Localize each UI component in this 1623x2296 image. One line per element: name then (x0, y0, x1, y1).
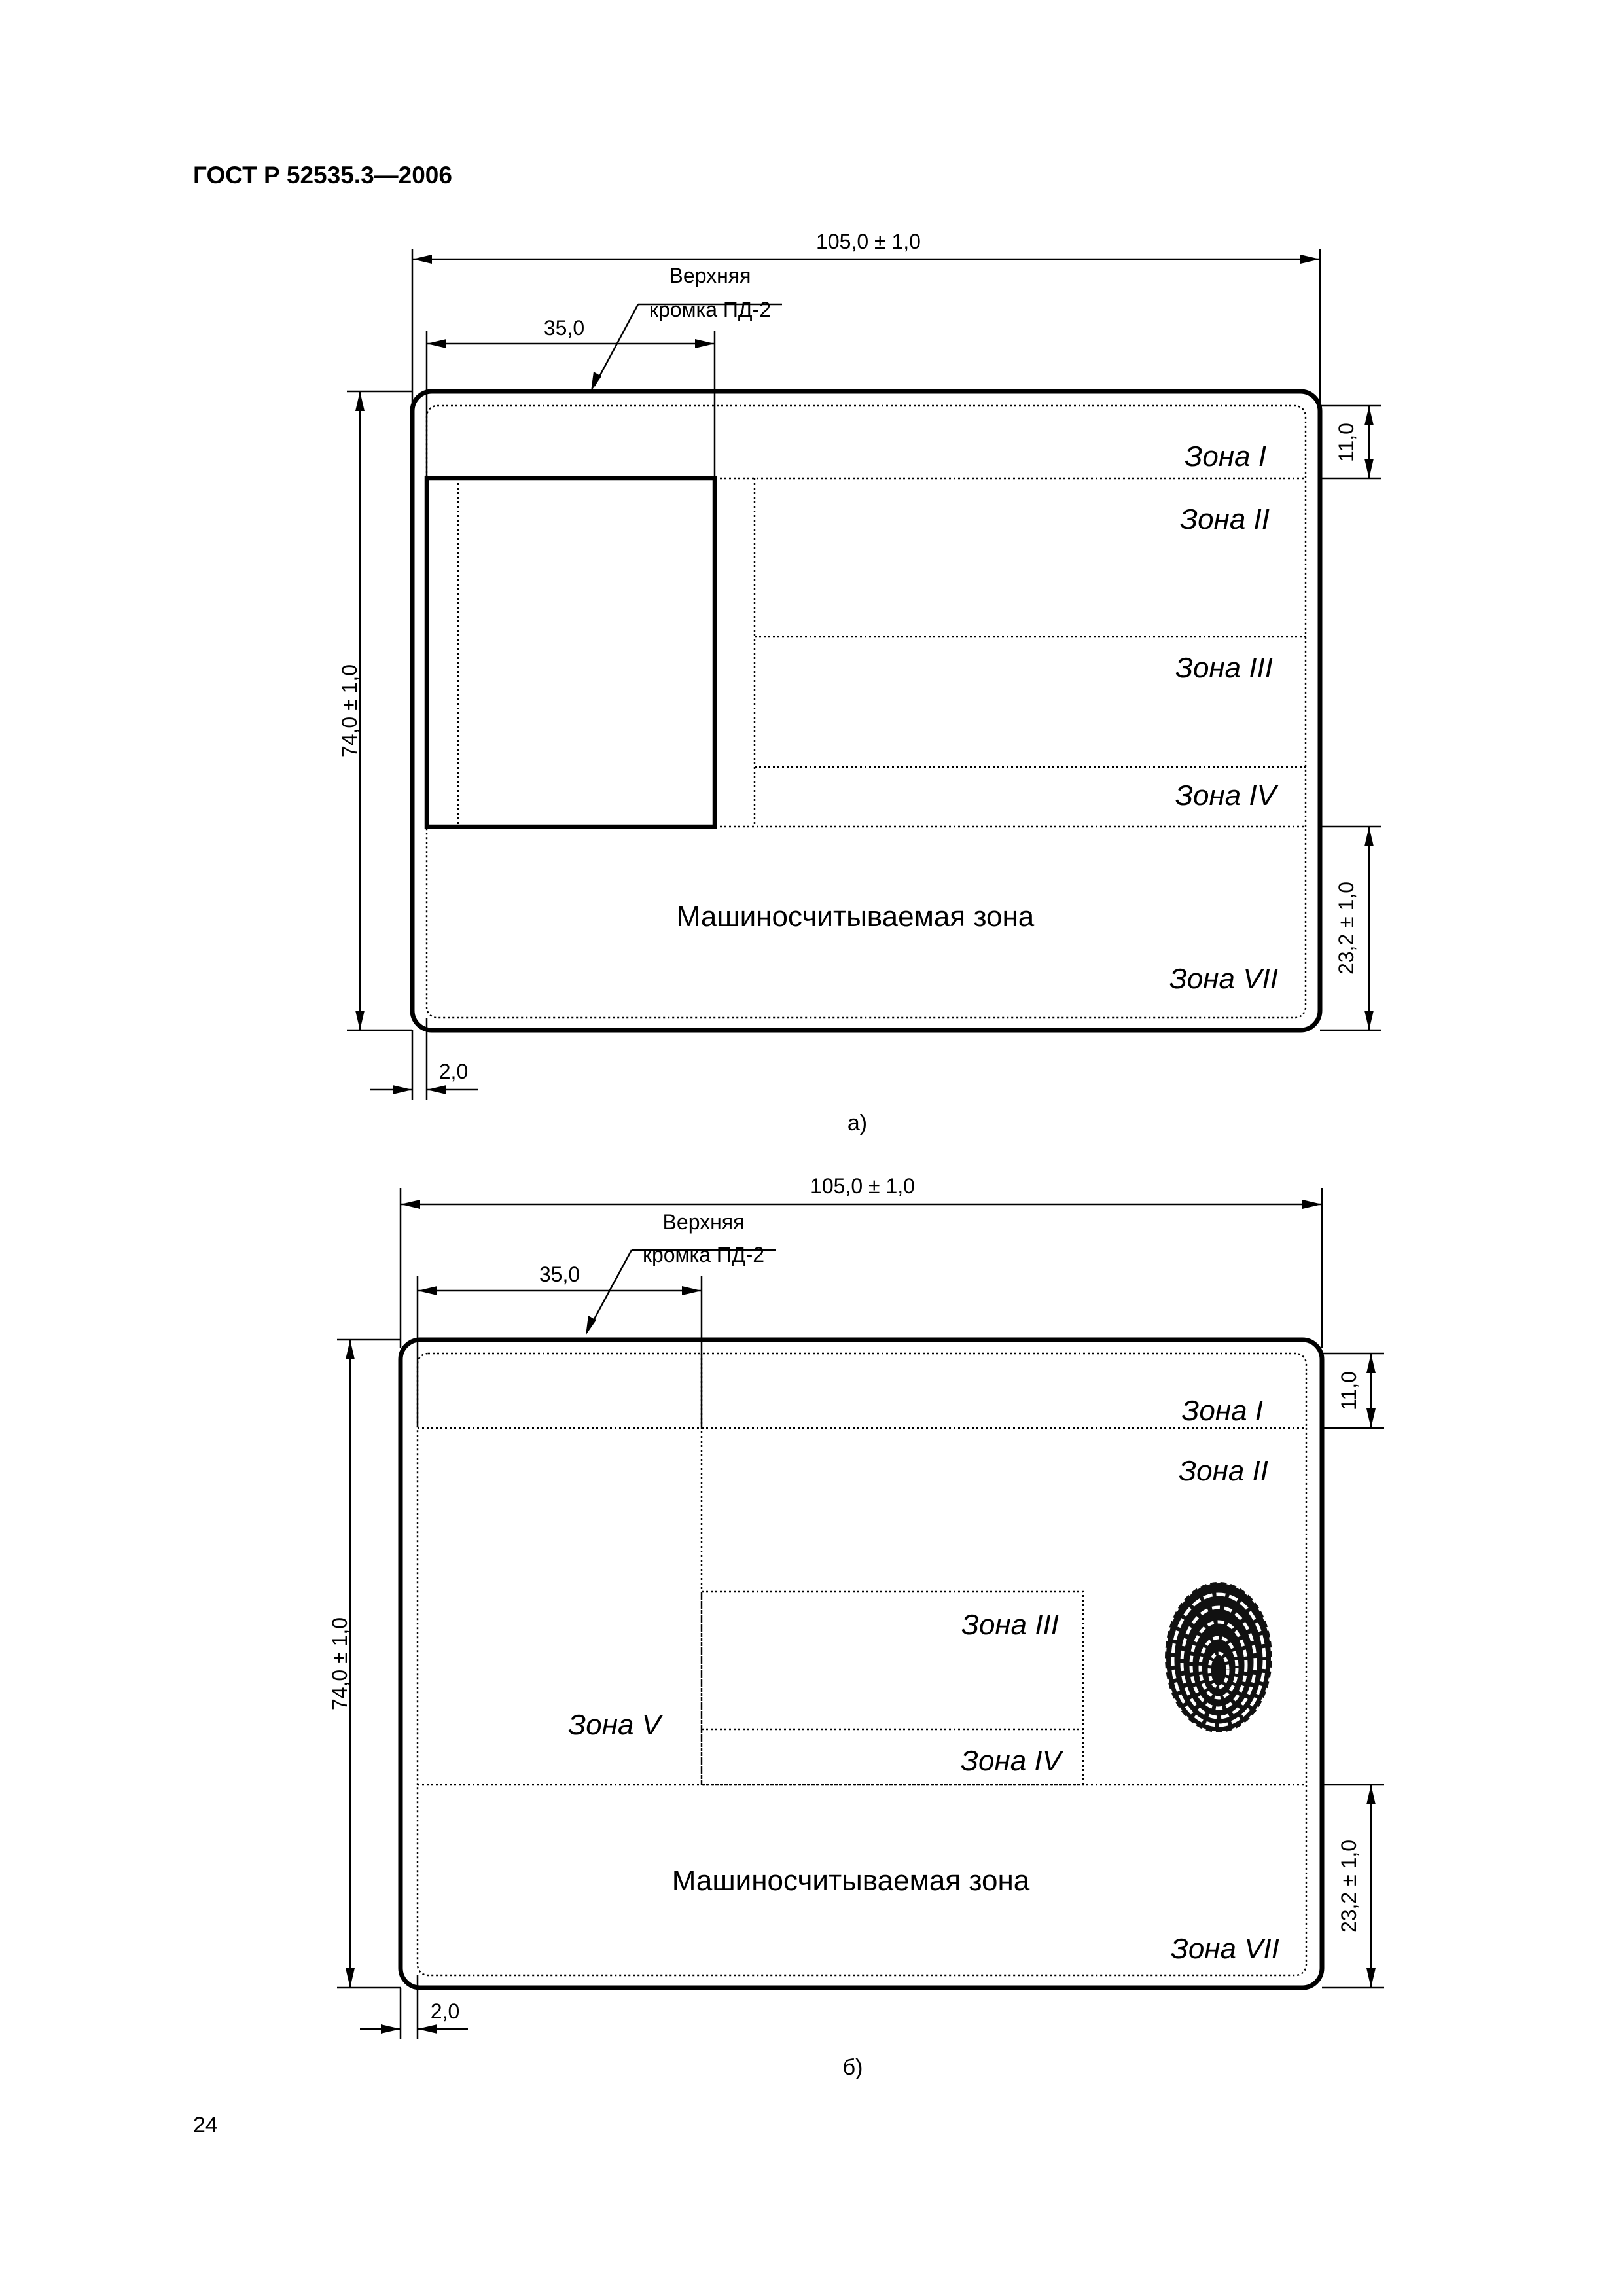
dim-mrz: 23,2 ± 1,0 (1334, 881, 1358, 975)
figure-b (0, 1152, 1623, 2081)
dim-photo: 35,0 (543, 316, 585, 340)
mrz-label: Машиносчитываемая зона (671, 1865, 1030, 1897)
dim-width: 105,0 ± 1,0 (816, 230, 921, 253)
edge-label-line2: кромка ПД-2 (642, 1243, 765, 1266)
zone-7-label: Зона VII (1169, 963, 1278, 995)
dim-photo: 35,0 (539, 1263, 580, 1286)
figure-b-drawing (0, 1152, 1623, 2081)
zone-3-label: Зона III (961, 1609, 1059, 1641)
zone-1-label: Зона I (1181, 1395, 1263, 1427)
zone-5-label: Зона V (568, 1709, 661, 1741)
dim-height: 74,0 ± 1,0 (338, 664, 361, 758)
page-number: 24 (193, 2113, 218, 2138)
dim-mrz: 23,2 ± 1,0 (1337, 1839, 1361, 1933)
dim-zone1: 11,0 (1337, 1371, 1361, 1410)
edge-label-line2: кромка ПД-2 (649, 298, 772, 321)
zone-2-label: Зона II (1180, 503, 1270, 535)
dim-margin: 2,0 (438, 1060, 469, 1083)
figure-caption: б) (842, 2055, 863, 2080)
mrz-label: Машиносчитываемая зона (676, 901, 1035, 933)
photo-area (427, 478, 715, 827)
edge-label-line1: Верхняя (662, 1210, 745, 1234)
zone-4-label: Зона IV (961, 1745, 1061, 1777)
card-outline (412, 391, 1320, 1030)
page-header: ГОСТ Р 52535.3—2006 (193, 162, 452, 188)
dim-height: 74,0 ± 1,0 (328, 1617, 351, 1711)
zone-3-label: Зона III (1175, 652, 1273, 684)
figure-a-drawing (0, 209, 1623, 1152)
figure-caption: а) (847, 1111, 868, 1136)
dim-width: 105,0 ± 1,0 (810, 1174, 915, 1198)
dim-zone1: 11,0 (1334, 423, 1358, 462)
dim-margin: 2,0 (430, 2000, 460, 2023)
figure-a (0, 209, 1623, 1152)
fingerprint-icon (1165, 1582, 1272, 1732)
edge-label-line1: Верхняя (669, 264, 751, 287)
zone-7-label: Зона VII (1170, 1933, 1279, 1965)
zone-2-label: Зона II (1179, 1455, 1268, 1487)
zone-4-label: Зона IV (1175, 780, 1276, 812)
zone-1-label: Зона I (1185, 440, 1266, 473)
